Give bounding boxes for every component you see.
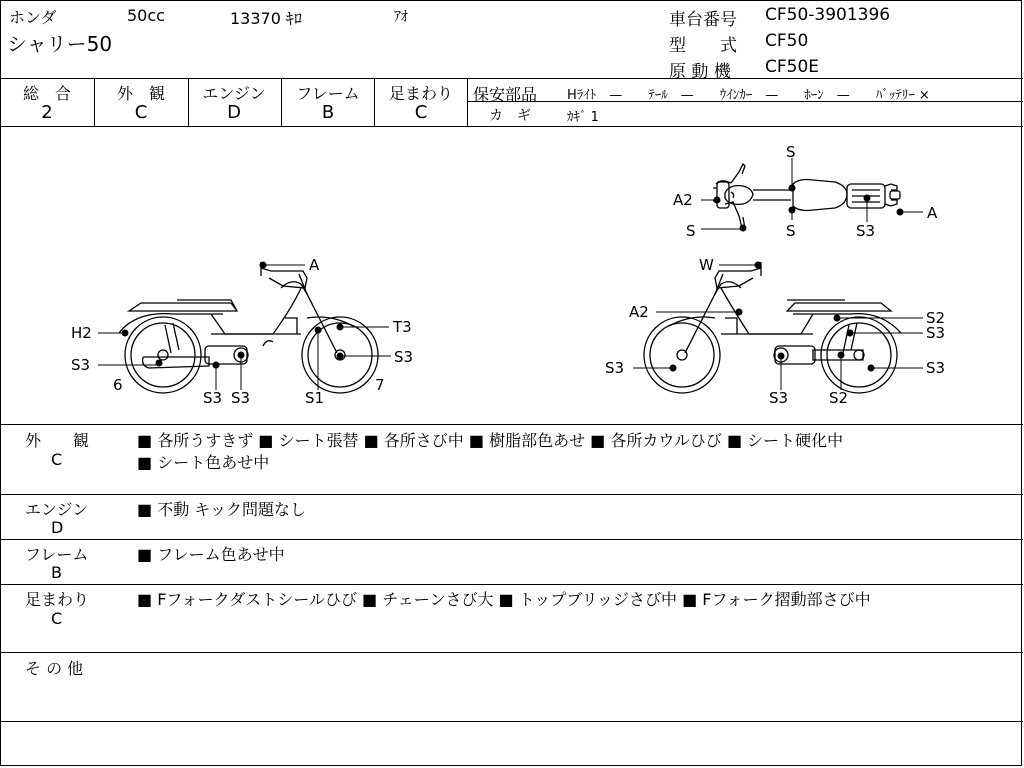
right-label-s3-2: S3 <box>605 359 625 377</box>
divider <box>1 584 1023 585</box>
damage-diagram <box>1 128 1023 424</box>
left-label-a: A <box>309 256 320 274</box>
divider <box>1 539 1023 540</box>
grade-engine-label: エンジン <box>202 84 266 103</box>
note-engine-line1: ■ 不動 キック問題なし <box>137 500 306 519</box>
divider <box>467 78 468 126</box>
note-frame-grade: B <box>51 563 62 582</box>
grade-frame-label: フレーム <box>296 84 360 103</box>
key-label: カ ギ <box>489 108 531 124</box>
color: ｱｵ <box>394 9 408 25</box>
left-label-s3-4: S3 <box>231 389 251 407</box>
top-label-a: A <box>927 204 938 222</box>
note-exterior-line1: ■ 各所うすきず ■ シート張替 ■ 各所さび中 ■ 樹脂部色あせ ■ 各所カウルひび ■ シート硬化中 <box>137 431 844 450</box>
left-label-t3: T3 <box>393 318 412 336</box>
mileage: 13370 ｷﾛ <box>230 9 302 28</box>
top-label-s3: S3 <box>856 222 876 240</box>
note-exterior-line2: ■ シート色あせ中 <box>137 453 270 472</box>
right-label-s3-4: S3 <box>769 389 789 407</box>
left-view-markers <box>98 262 391 390</box>
safety-label: 保安部品 <box>473 85 538 104</box>
grade-suspension-label: 足まわり <box>388 84 453 103</box>
note-engine-grade: D <box>51 518 64 537</box>
top-label-a2: A2 <box>673 191 693 209</box>
divider <box>1 494 1023 495</box>
grade-frame: B <box>321 102 335 123</box>
frame-no: CF50-3901396 <box>765 5 891 25</box>
type-value: CF50 <box>765 31 809 51</box>
left-label-s3-1: S3 <box>394 348 414 366</box>
note-frame-line1: ■ フレーム色あせ中 <box>137 545 285 564</box>
right-label-s3-3: S3 <box>926 359 946 377</box>
note-exterior-grade: C <box>51 450 63 469</box>
left-label-s3-3: S3 <box>203 389 223 407</box>
divider <box>1 424 1023 425</box>
note-suspension-grade: C <box>51 609 63 628</box>
displacement: 50cc <box>127 6 165 25</box>
right-view-markers <box>633 262 923 390</box>
top-label-s-3: S <box>786 222 796 240</box>
top-label-s-1: S <box>786 143 796 161</box>
right-label-a2: A2 <box>629 303 649 321</box>
frame-no-label: 車台番号 <box>669 10 737 30</box>
right-label-s2-2: S2 <box>829 389 849 407</box>
engine-model-label: 原 動 機 <box>669 62 731 82</box>
top-view-scooter <box>713 164 900 229</box>
grade-exterior: C <box>134 102 148 123</box>
note-engine-label: エンジン <box>25 500 89 519</box>
maker: ホンダ <box>9 8 57 27</box>
left-label-s3-2: S3 <box>71 356 91 374</box>
right-view-scooter <box>644 262 901 393</box>
divider <box>1 126 1023 127</box>
grade-engine: D <box>227 102 241 123</box>
left-label-s1: S1 <box>305 389 325 407</box>
note-frame-label: フレーム <box>25 545 89 564</box>
grade-total-label: 総 合 <box>22 84 71 103</box>
left-label-7: 7 <box>375 376 385 394</box>
engine-model: CF50E <box>765 57 820 77</box>
left-label-h2: H2 <box>71 324 92 342</box>
grade-exterior-label: 外 観 <box>116 84 165 103</box>
divider <box>1 652 1023 653</box>
note-suspension-line1: ■ Fフォークダストシールひび ■ チェーンさび大 ■ トップブリッジさび中 ■ Fフォーク摺動部さび中 <box>137 590 871 609</box>
divider <box>1 78 1023 79</box>
model-name: シャリー50 <box>7 32 113 56</box>
key-value: ｶｷﾞ 1 <box>567 110 599 125</box>
safety-items: Hﾗｲﾄ — ﾃｰﾙ — ｳｲﾝｶｰ — ﾎｰﾝ — ﾊﾞｯﾃﾘｰ × <box>567 88 930 103</box>
divider <box>1 721 1023 722</box>
right-label-s2-1: S2 <box>926 309 946 327</box>
note-exterior-label: 外 観 <box>25 431 90 450</box>
grade-suspension: C <box>414 102 428 123</box>
left-label-6: 6 <box>113 376 123 394</box>
note-suspension-label: 足まわり <box>25 590 90 609</box>
right-label-w: W <box>699 256 714 274</box>
note-other-label: そ の 他 <box>25 659 84 678</box>
grade-total: 2 <box>41 102 53 123</box>
divider <box>468 101 1023 102</box>
type-label: 型 式 <box>669 36 737 56</box>
top-label-s-2: S <box>686 222 696 240</box>
right-label-s3-1: S3 <box>926 324 946 342</box>
